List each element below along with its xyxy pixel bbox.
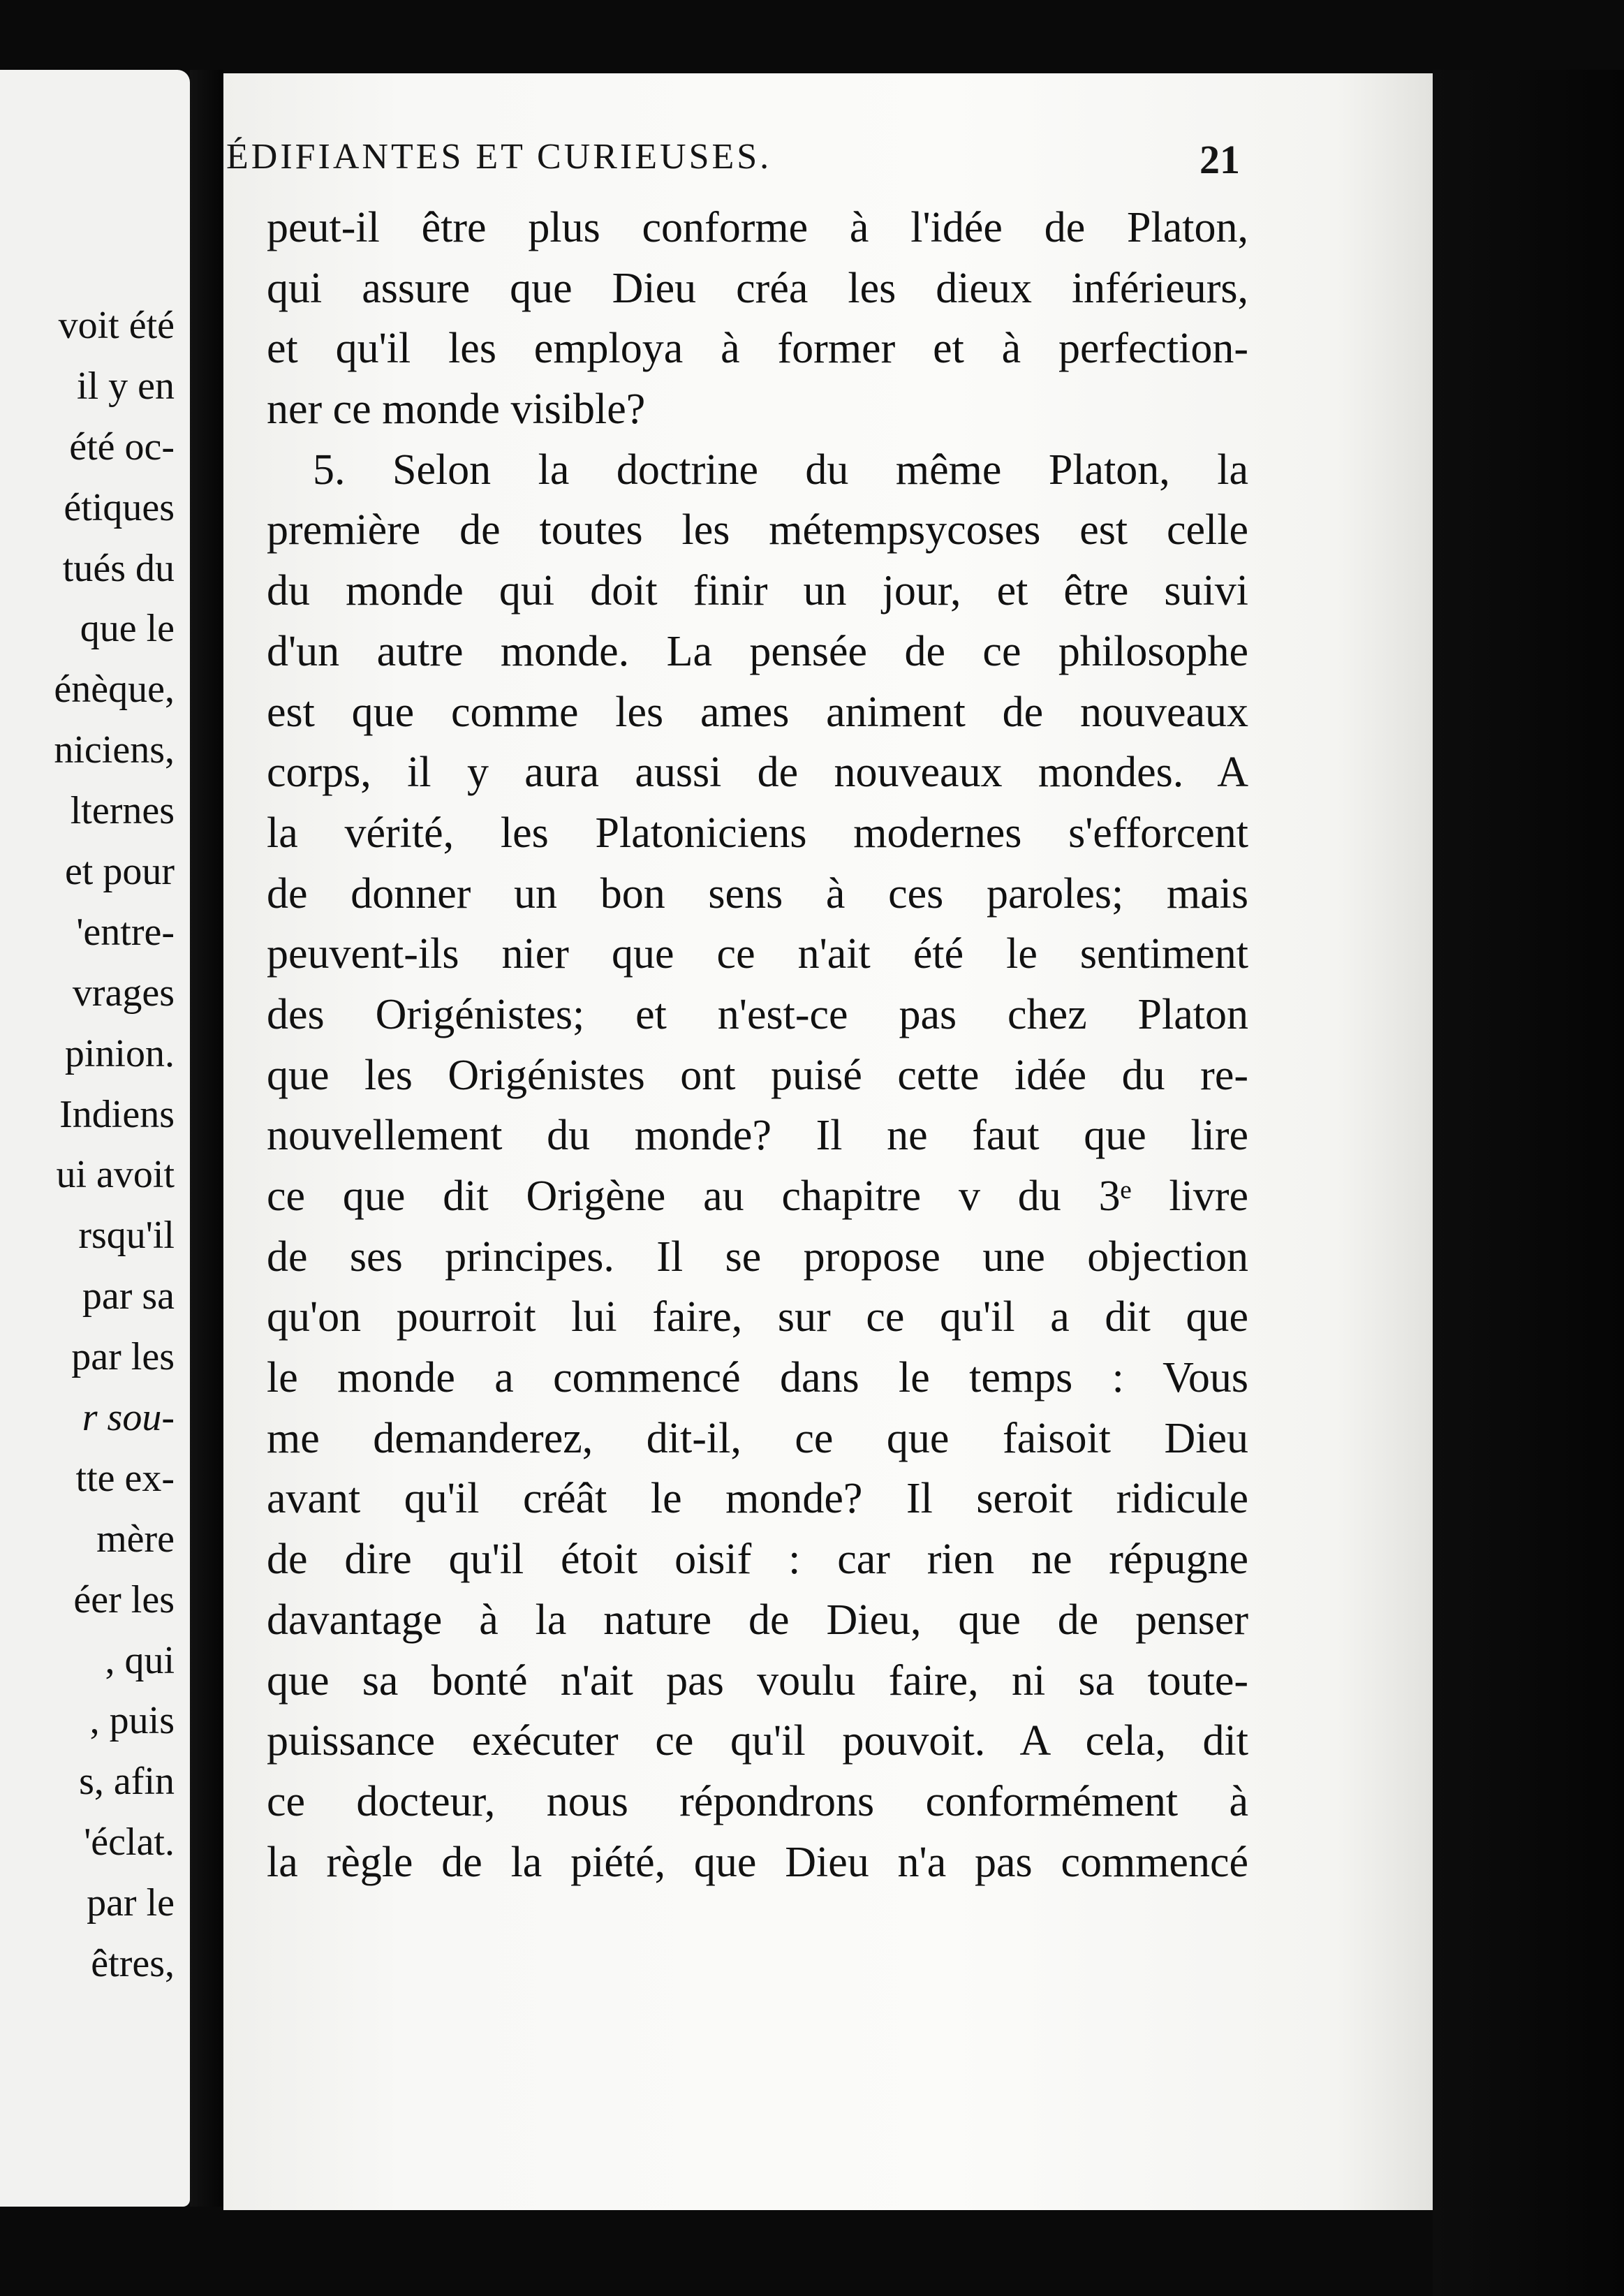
left-page-line: par le [87,1881,175,1925]
text-line: et qu'il les employa à former et à perfection- [267,325,1248,373]
text-line: ce docteur, nous répondrons conformément à [267,1777,1248,1825]
text-line: puissance exécuter ce qu'il pouvoit. A cela, dit [267,1717,1248,1765]
left-page-line: énèque, [54,668,175,712]
text-line: ner ce monde visible? [267,385,646,434]
left-page-line: et pour [64,850,175,894]
text-line: 5. Selon la doctrine du même Platon, la [313,446,1248,494]
text-line: est que comme les ames animent de nouveaux [267,688,1248,736]
left-page-line: éer les [73,1577,175,1621]
left-page-line: , qui [105,1638,175,1682]
text-line: la règle de la piété, que Dieu n'a pas commencé [267,1838,1248,1886]
left-page-line: tte ex- [75,1456,175,1500]
text-line: de dire qu'il étoit oisif : car rien ne répugne [267,1536,1248,1584]
left-page-line: lternes [70,789,175,833]
left-page-line: s, afin [79,1760,175,1804]
left-page-line: r sou- [82,1396,175,1440]
text-line: de ses principes. Il se propose une objection [267,1232,1248,1281]
left-page-line: voit été [58,304,175,347]
left-page-text [54,295,175,1994]
left-page-line: vrages [72,971,175,1015]
text-line: du monde qui doit finir un jour, et être suivi [267,567,1248,615]
left-page-line: par les [71,1335,175,1379]
left-page-line: étiques [64,485,175,529]
main-text-block [267,198,1248,1892]
text-line: corps, il y aura aussi de nouveaux mondes. A [267,749,1248,797]
text-line: d'un autre monde. La pensée de ce philosophe [267,627,1248,675]
text-line: nouvellement du monde? Il ne faut que lire [267,1112,1248,1160]
text-line: ce que dit Origène au chapitre v du 3ᵉ livre [267,1172,1248,1220]
text-line: davantage à la nature de Dieu, que de penser [267,1596,1248,1644]
left-page-line: tués du [62,546,175,590]
left-page-line: ui avoit [56,1153,175,1197]
left-page-line: êtres, [91,1942,175,1986]
left-page-line: 'éclat. [84,1820,175,1864]
left-page-line: , puis [89,1699,175,1743]
left-page-line: il y en [77,364,175,408]
left-page-line: par sa [82,1274,175,1318]
text-line: que les Origénistes ont puisé cette idée du re- [267,1051,1248,1099]
scan-shadow [1433,70,1624,2296]
text-line: qui assure que Dieu créa les dieux inférieurs, [267,264,1248,312]
left-page-line: été oc- [69,425,175,469]
text-line: la vérité, les Platoniciens modernes s'efforcent [267,809,1248,857]
left-page-line: 'entre- [76,910,175,954]
page-number: 21 [1199,137,1240,182]
text-line: avant qu'il créât le monde? Il seroit ridicule [267,1475,1248,1523]
running-title: ÉDIFIANTES ET CURIEUSES. [226,137,772,177]
text-line: peut-il être plus conforme à l'idée de Platon, [267,204,1248,251]
book-gutter [190,70,223,2207]
left-page-line: mère [96,1517,175,1561]
text-line: de donner un bon sens à ces paroles; mais [267,869,1248,918]
left-page-line: que le [80,607,175,651]
text-line: peuvent-ils nier que ce n'ait été le sentiment [267,930,1248,978]
left-page-line: pinion. [64,1031,175,1075]
left-page-line: niciens, [54,728,175,772]
running-head [226,136,1240,192]
text-line: des Origénistes; et n'est-ce pas chez Platon [267,990,1248,1038]
left-page-line: Indiens [59,1092,175,1136]
text-line: le monde a commencé dans le temps : Vous [267,1354,1248,1402]
text-line: qu'on pourroit lui faire, sur ce qu'il a dit que [267,1293,1248,1341]
text-line: me demanderez, dit-il, ce que faisoit Dieu [267,1414,1248,1462]
text-line: que sa bonté n'ait pas voulu faire, ni sa toute- [267,1656,1248,1705]
text-line: première de toutes les métempsycoses est celle [267,506,1248,554]
left-page-fragment [0,70,190,2207]
left-page-line: rsqu'il [78,1214,175,1258]
